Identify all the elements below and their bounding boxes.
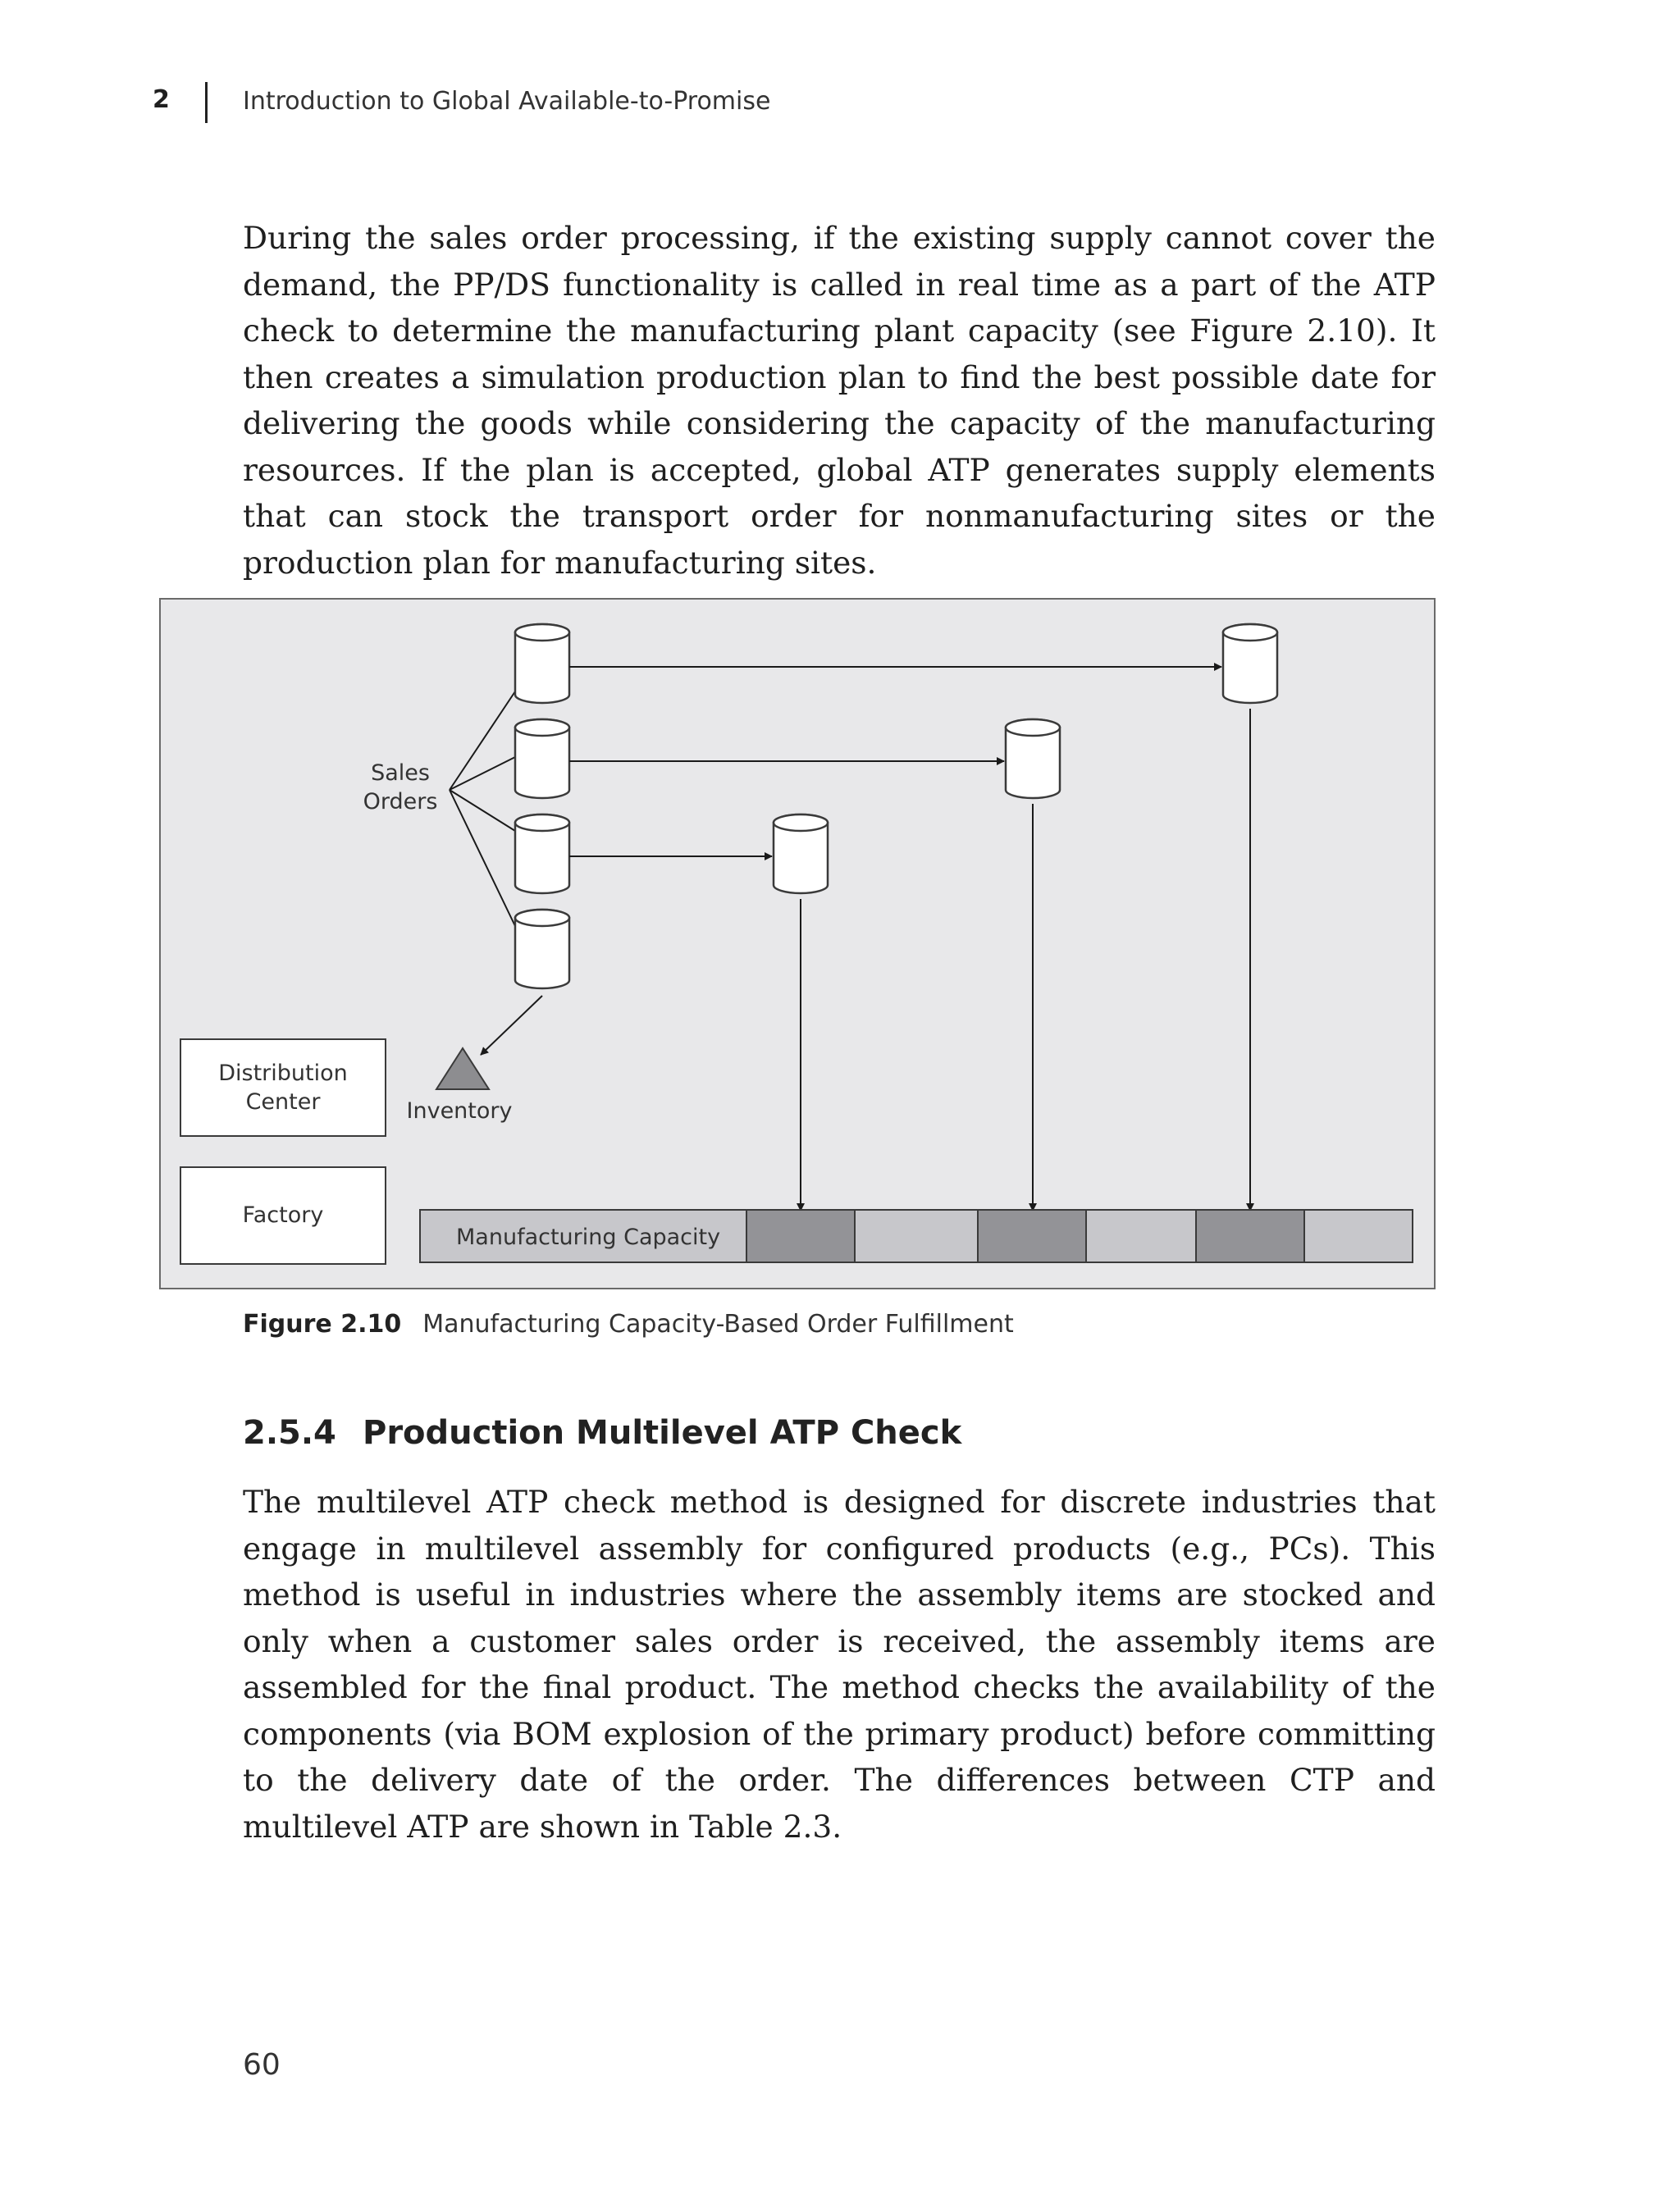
figure-caption xyxy=(243,1310,1014,1339)
chapter-title: Introduction to Global Available-to-Promise xyxy=(243,87,771,116)
supply-arrows xyxy=(569,667,1221,856)
diagram-canvas xyxy=(161,600,1437,1291)
inventory-label: Inventory xyxy=(406,1098,513,1124)
section-heading xyxy=(243,1414,961,1452)
body-paragraph-1: During the sales order processing, if the existing supply cannot cover the demand, the PP/DS functionality is called in real time as a part of the ATP check to determine the manufacturing plant capacity (see Figure 2.10). It then creates a simulation production plan to find the best possible date for delivering the goods while considering the capacity of the manufacturing resources. If the plan is accepted, global ATP generates supply elements that can stock the transport order for nonmanufacturing sites or the production plan for manufacturing sites. xyxy=(243,220,1436,581)
distribution-center-label-line2: Center xyxy=(245,1089,321,1115)
figure-diagram xyxy=(159,598,1436,1289)
sales-order-cylinder-3 xyxy=(515,814,569,893)
distribution-center-box xyxy=(180,1039,386,1136)
factory-label: Factory xyxy=(242,1202,324,1228)
distribution-center-label-line1: Distribution xyxy=(218,1061,348,1086)
capacity-slot-6 xyxy=(1304,1210,1413,1262)
section-number: 2.5.4 xyxy=(243,1414,336,1452)
chapter-number: 2 xyxy=(153,85,170,114)
capacity-slot-2 xyxy=(855,1210,978,1262)
supply-cylinder-3 xyxy=(774,814,828,893)
sales-order-cylinder-4 xyxy=(515,910,569,988)
capacity-slot-3 xyxy=(978,1210,1086,1262)
sales-order-cylinder-2 xyxy=(515,719,569,798)
sales-order-cylinder-1 xyxy=(515,624,569,703)
sales-order-connectors xyxy=(450,691,515,926)
figure-caption-text: Manufacturing Capacity-Based Order Fulfillment xyxy=(422,1310,1014,1339)
manufacturing-capacity-label: Manufacturing Capacity xyxy=(456,1225,721,1250)
supply-cylinder-1 xyxy=(1223,624,1277,703)
sales-orders-label-line2: Orders xyxy=(363,789,438,814)
figure-caption-label: Figure 2.10 xyxy=(243,1310,402,1339)
capacity-slot-1 xyxy=(746,1210,855,1262)
body-paragraph-2: The multilevel ATP check method is designed for discrete industries that engage in multilevel assembly for configured products (e.g., PCs). This method is useful in industries where the assembly items are stocked and only when a customer sales order is received, the assembly items are assembled for the final product. The method checks the availability of the components (via BOM explosion of the primary product) before committing to the delivery date of the order. The differences between CTP and multilevel ATP are shown in Table 2.3. xyxy=(243,1484,1436,1845)
running-header xyxy=(0,85,1680,126)
inventory-arrow xyxy=(481,996,542,1055)
capacity-slot-4 xyxy=(1086,1210,1196,1262)
section-title: Production Multilevel ATP Check xyxy=(363,1414,962,1452)
page-number: 60 xyxy=(243,2048,281,2082)
supply-cylinder-2 xyxy=(1006,719,1060,798)
sales-orders-label-line1: Sales xyxy=(371,760,430,786)
capacity-slot-5 xyxy=(1196,1210,1304,1262)
header-divider xyxy=(205,82,208,123)
